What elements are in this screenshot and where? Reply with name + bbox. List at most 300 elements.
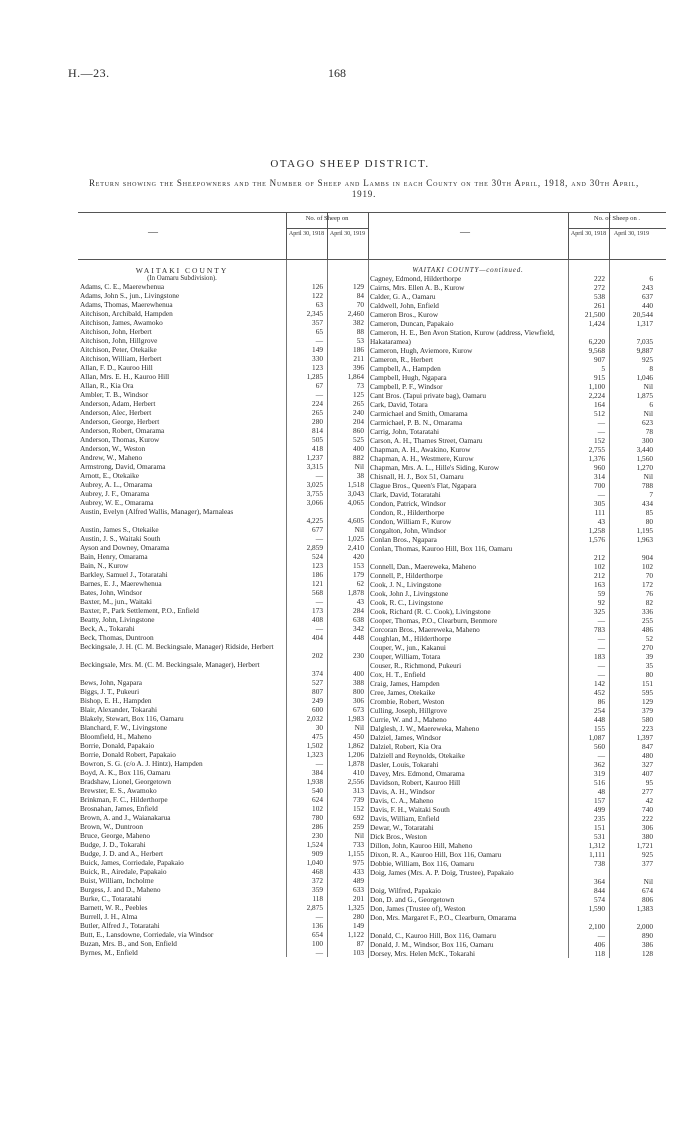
- table-row: [78, 561, 368, 570]
- table-row: [78, 705, 368, 714]
- table-row: [368, 418, 666, 427]
- sheep-1919-cell: 448: [353, 633, 364, 642]
- table-row: [78, 849, 368, 858]
- sheep-1918-cell: 2,032: [306, 714, 323, 723]
- sheep-1918-cell: 1,938: [306, 777, 323, 786]
- table-row: [368, 895, 666, 904]
- sheep-1919-cell: 1,721: [636, 841, 653, 850]
- left-section-subtitle: (In Oamaru Subdivision).: [147, 275, 217, 282]
- sheep-1919-cell: 975: [353, 858, 364, 867]
- sheep-1919-cell: 740: [642, 805, 653, 814]
- owner-name: Couser, R., Richmond, Pukeuri: [370, 661, 462, 670]
- sheep-1919-cell: 1,862: [347, 741, 364, 750]
- owner-name: Austin, J. S., Waitaki South: [80, 534, 161, 543]
- sheep-1919-cell: 623: [642, 418, 653, 427]
- sheep-1919-cell: 2,000: [636, 922, 653, 931]
- sheep-1918-cell: 560: [594, 742, 605, 751]
- owner-name: Don, James (Trustee of), Weston: [370, 904, 466, 913]
- table-row: [78, 786, 368, 795]
- sheep-1919-cell: 407: [642, 769, 653, 778]
- sheep-1919-cell: 255: [642, 616, 653, 625]
- sheep-1918-cell: 418: [312, 444, 323, 453]
- owner-name: Dalziell and Reynolds, Otekaike: [370, 751, 465, 760]
- sheep-1918-cell: 915: [594, 373, 605, 382]
- sheep-1918-cell: 3,755: [306, 489, 323, 498]
- sheep-1918-cell: 1,376: [588, 454, 605, 463]
- sheep-1919-cell: Nil: [643, 409, 653, 418]
- table-row: [78, 408, 368, 417]
- sheep-1919-cell: 103: [353, 948, 364, 957]
- sheep-1919-cell: 1,025: [347, 534, 364, 543]
- owner-name: Austin, James S., Otekaike: [80, 525, 159, 534]
- table-row: [368, 580, 666, 589]
- owner-name: Baxter, P., Park Settlement, P.O., Enfield: [80, 606, 199, 615]
- table-row: [78, 723, 368, 732]
- sheep-1919-cell: 1,864: [347, 372, 364, 381]
- owner-name: Cameron, H. E., Ben Avon Station, Kurow (address, Viewfield, Hakataramea): [370, 328, 555, 346]
- sheep-1919-cell: 211: [353, 354, 364, 363]
- table-row: [78, 327, 368, 336]
- table-row: [368, 292, 666, 301]
- right-table-header: [368, 212, 666, 260]
- table-row: [78, 534, 368, 543]
- owner-name: Davidson, Robert, Kauroo Hill: [370, 778, 461, 787]
- sheep-1918-cell: 1,424: [588, 319, 605, 328]
- sheep-1918-cell: 122: [312, 291, 323, 300]
- table-row: [78, 642, 368, 660]
- sheep-1918-cell: 1,502: [306, 741, 323, 750]
- sheep-1918-cell: 1,237: [306, 453, 323, 462]
- table-row: [78, 678, 368, 687]
- table-row: [368, 544, 666, 562]
- owner-name: Brown, A. and J., Waianakarua: [80, 813, 171, 822]
- owner-name: Donald, J. M., Windsor, Box 116, Oamaru: [370, 940, 494, 949]
- table-row: [368, 760, 666, 769]
- sheep-1919-cell: 1,878: [347, 588, 364, 597]
- sheep-1918-cell: 4,225: [306, 516, 323, 525]
- sheep-1919-cell: Nil: [643, 472, 653, 481]
- owner-name: Coughlan, M., Hilderthorpe: [370, 634, 452, 643]
- owner-name: Blair, Alexander, Tokarahi: [80, 705, 157, 714]
- sheep-1918-cell: 319: [594, 769, 605, 778]
- sheep-1919-cell: 1,122: [347, 930, 364, 939]
- sheep-1919-cell: 1,206: [347, 750, 364, 759]
- sheep-1919-cell: 525: [353, 435, 364, 444]
- sheep-1918-cell: 305: [594, 499, 605, 508]
- sheep-1919-cell: 480: [642, 751, 653, 760]
- owner-name: Dobbie, William, Box 116, Oamaru: [370, 859, 475, 868]
- table-row: [368, 733, 666, 742]
- owner-name: Aubrey, W. E., Omarama: [80, 498, 154, 507]
- sheep-1919-cell: 386: [642, 940, 653, 949]
- table-row: [368, 346, 666, 355]
- sheep-1918-cell: 1,087: [588, 733, 605, 742]
- owner-name: Byrnes, M., Enfield: [80, 948, 138, 957]
- sheep-1919-cell: 450: [353, 732, 364, 741]
- sheep-1918-cell: 2,875: [306, 903, 323, 912]
- sheep-1919-cell: 788: [642, 481, 653, 490]
- table-row: [368, 850, 666, 859]
- sheep-1918-cell: 3,066: [306, 498, 323, 507]
- sheep-1919-cell: 70: [645, 571, 653, 580]
- sheep-1918-cell: 574: [594, 895, 605, 904]
- table-row: [368, 535, 666, 544]
- sheep-1919-cell: 327: [642, 760, 653, 769]
- owner-name: Cairns, Mrs. Ellen A. B., Kurow: [370, 283, 465, 292]
- table-row: [368, 832, 666, 841]
- sheep-1918-cell: 152: [594, 436, 605, 445]
- sheep-1918-cell: —: [315, 534, 323, 543]
- sheep-1919-cell: 890: [642, 931, 653, 940]
- owner-name: Beatty, John, Livingstone: [80, 615, 155, 624]
- sheep-1919-cell: 1,270: [636, 463, 653, 472]
- sheep-1919-cell: 149: [353, 921, 364, 930]
- table-row: [368, 778, 666, 787]
- owner-name: Allan, Mrs. E. H., Kauroo Hill: [80, 372, 170, 381]
- owner-name: Currie, W. and J., Maheno: [370, 715, 447, 724]
- owner-name: Cook, J. N., Livingstone: [370, 580, 442, 589]
- sheep-1919-cell: 692: [353, 813, 364, 822]
- owner-name: Burgess, J. and D., Maheno: [80, 885, 161, 894]
- owner-name: Andrew, W., Maheno: [80, 453, 143, 462]
- owner-name: Calder, G. A., Oamaru: [370, 292, 436, 301]
- sheep-1919-cell: 1,155: [347, 849, 364, 858]
- table-row: [368, 742, 666, 751]
- table-row: [368, 274, 666, 283]
- owner-name: Borrie, Donald, Papakaio: [80, 741, 155, 750]
- owner-name: Chisnall, H. J., Box 51, Oamaru: [370, 472, 464, 481]
- sheep-1918-cell: 235: [594, 814, 605, 823]
- sheep-1919-cell: 7,035: [636, 337, 653, 346]
- table-row: [368, 499, 666, 508]
- sheep-1919-cell: 489: [353, 876, 364, 885]
- sheep-1918-cell: 372: [312, 876, 323, 885]
- owner-name: Cark, David, Totara: [370, 400, 428, 409]
- sheep-1919-cell: 733: [353, 840, 364, 849]
- table-row: [368, 697, 666, 706]
- sheep-1918-cell: 5: [601, 364, 605, 373]
- sheep-1918-cell: 155: [594, 724, 605, 733]
- sheep-1918-cell: —: [597, 418, 605, 427]
- sheep-1919-cell: 1,963: [636, 535, 653, 544]
- sheep-1918-cell: 1,100: [588, 382, 605, 391]
- sheep-1918-cell: 330: [312, 354, 323, 363]
- sheep-1919-cell: 633: [353, 885, 364, 894]
- table-row: [78, 939, 368, 948]
- left-table-body: [78, 260, 368, 957]
- owner-name: Condon, R., Hilderthorpe: [370, 508, 445, 517]
- owner-name: Dalziel, Robert, Kia Ora: [370, 742, 442, 751]
- sheep-1918-cell: 807: [312, 687, 323, 696]
- left-name-column-header: —: [148, 227, 158, 238]
- sheep-1919-cell: 486: [642, 625, 653, 634]
- sheep-1919-cell: 3,043: [347, 489, 364, 498]
- owner-name: Anderson, Thomas, Kurow: [80, 435, 160, 444]
- owner-name: Aitchison, Peter, Otekaike: [80, 345, 157, 354]
- sheep-1918-cell: 325: [594, 607, 605, 616]
- owner-name: Anderson, W., Weston: [80, 444, 146, 453]
- sheep-1919-cell: 1,875: [636, 391, 653, 400]
- owner-name: Anderson, Robert, Omarama: [80, 426, 165, 435]
- sheep-1919-cell: 88: [356, 327, 364, 336]
- owner-name: Dewar, W., Totaratahi: [370, 823, 434, 832]
- table-row: [78, 381, 368, 390]
- sheep-1919-cell: 204: [353, 417, 364, 426]
- sheep-1918-cell: 111: [594, 508, 605, 517]
- owner-name: Dasler, Louis, Tokarahi: [370, 760, 439, 769]
- owner-name: Ayson and Downey, Omarama: [80, 543, 170, 552]
- sheep-1919-cell: 434: [642, 499, 653, 508]
- sheep-1919-cell: 382: [353, 318, 364, 327]
- sheep-1918-cell: 364: [594, 877, 605, 886]
- sheep-1919-cell: Nil: [354, 462, 364, 471]
- sheep-1919-cell: 3,440: [636, 445, 653, 454]
- table-row: [368, 454, 666, 463]
- table-row: [78, 804, 368, 813]
- owner-name: Conlan, Thomas, Kauroo Hill, Box 116, Oamaru: [370, 544, 513, 553]
- table-row: [368, 904, 666, 913]
- sheep-1918-cell: 118: [594, 949, 605, 958]
- sheep-1919-cell: 410: [353, 768, 364, 777]
- sheep-1919-cell: 20,544: [632, 310, 653, 319]
- sheep-1918-cell: 475: [312, 732, 323, 741]
- sheep-1919-cell: 6: [649, 400, 653, 409]
- sheep-1919-cell: 82: [645, 598, 653, 607]
- owner-name: Beckingsale, Mrs. M. (C. M. Beckingsale, Manager), Herbert: [80, 660, 260, 669]
- sheep-1918-cell: 516: [594, 778, 605, 787]
- owner-name: Carson, A. H., Thames Street, Oamaru: [370, 436, 483, 445]
- sheep-1918-cell: 1,111: [589, 850, 605, 859]
- sheep-1919-cell: 70: [356, 300, 364, 309]
- owner-name: Adams, Thomas, Maerewhenua: [80, 300, 173, 309]
- table-row: [78, 615, 368, 624]
- sheep-1919-cell: 1,325: [347, 903, 364, 912]
- owner-name: Anderson, George, Herbert: [80, 417, 160, 426]
- sheep-1918-cell: 126: [312, 282, 323, 291]
- sheep-1918-cell: 1,285: [306, 372, 323, 381]
- table-row: [368, 310, 666, 319]
- table-row: [78, 570, 368, 579]
- sheep-1918-cell: 783: [594, 625, 605, 634]
- table-row: [368, 598, 666, 607]
- owner-name: Allan, F. D., Kauroo Hill: [80, 363, 153, 372]
- owner-name: Cameron, Hugh, Aviemore, Kurow: [370, 346, 473, 355]
- sheep-1919-cell: 739: [353, 795, 364, 804]
- sheep-1918-cell: 600: [312, 705, 323, 714]
- sheep-1918-cell: 527: [312, 678, 323, 687]
- sheep-1919-cell: 277: [642, 787, 653, 796]
- owner-name: Beck, A., Tokarahi: [80, 624, 135, 633]
- sheep-1919-cell: 433: [353, 867, 364, 876]
- table-row: [78, 912, 368, 921]
- sheep-1919-cell: 52: [645, 634, 653, 643]
- sheep-1919-cell: 306: [642, 823, 653, 832]
- sheep-1918-cell: 67: [315, 381, 323, 390]
- sheep-1919-cell: 2,410: [347, 543, 364, 552]
- owner-name: Couper, W., jun., Kakanui: [370, 643, 446, 652]
- sheep-1918-cell: 173: [312, 606, 323, 615]
- table-row: [368, 670, 666, 679]
- sheep-1919-cell: 84: [356, 291, 364, 300]
- sheep-1919-cell: 186: [353, 345, 364, 354]
- table-row: [368, 787, 666, 796]
- sheep-1918-cell: 1,258: [588, 526, 605, 535]
- table-row: [78, 840, 368, 849]
- sheep-1919-cell: 4,605: [347, 516, 364, 525]
- table-row: [78, 363, 368, 372]
- sheep-1919-cell: 129: [642, 697, 653, 706]
- left-group-header: No. of Sheep on: [305, 215, 349, 222]
- sheep-1918-cell: 212: [594, 553, 605, 562]
- sheep-1919-cell: 1,560: [636, 454, 653, 463]
- owner-name: Austin, Evelyn (Alfred Wallis, Manager), Marnaleas: [80, 507, 234, 516]
- table-row: [368, 427, 666, 436]
- sheep-1918-cell: 102: [312, 804, 323, 813]
- owner-name: Bain, Henry, Omarama: [80, 552, 148, 561]
- sheep-1918-cell: 505: [312, 435, 323, 444]
- sheep-1918-cell: 249: [312, 696, 323, 705]
- sheep-1919-cell: 674: [642, 886, 653, 895]
- table-row: [78, 822, 368, 831]
- sheep-1919-cell: 306: [353, 696, 364, 705]
- sheep-1919-cell: 377: [642, 859, 653, 868]
- owner-name: Buick, R., Airedale, Papakaio: [80, 867, 167, 876]
- owner-name: Blakely, Stewart, Box 116, Oamaru: [80, 714, 184, 723]
- sheep-1919-cell: 9,887: [636, 346, 653, 355]
- table-row: [78, 633, 368, 642]
- sheep-1919-cell: 151: [642, 679, 653, 688]
- table-row: [368, 652, 666, 661]
- sheep-1918-cell: 531: [594, 832, 605, 841]
- owner-name: Culling, Joseph, Hillgrove: [370, 706, 448, 715]
- sheep-1918-cell: 286: [312, 822, 323, 831]
- sheep-1918-cell: —: [315, 471, 323, 480]
- owner-name: Chapman, A. H., Westmere, Kurow: [370, 454, 474, 463]
- sheep-1919-cell: 265: [353, 399, 364, 408]
- owner-name: Dillon, John, Kauroo Hill, Maheno: [370, 841, 473, 850]
- right-col-1918-header: April 30, 1918: [570, 231, 607, 237]
- sheep-1918-cell: 359: [312, 885, 323, 894]
- sheep-1919-cell: 6: [649, 274, 653, 283]
- table-row: [368, 931, 666, 940]
- sheep-1918-cell: 163: [594, 580, 605, 589]
- sheep-1918-cell: 499: [594, 805, 605, 814]
- owner-name: Barkley, Samuel J., Totaratahi: [80, 570, 168, 579]
- sheep-1919-cell: 223: [642, 724, 653, 733]
- owner-name: Caldwell, John, Enfield: [370, 301, 439, 310]
- sheep-1918-cell: 2,224: [588, 391, 605, 400]
- sheep-1918-cell: 384: [312, 768, 323, 777]
- sheep-1919-cell: 860: [353, 426, 364, 435]
- owner-name: Doig, Wilfred, Papakaio: [370, 886, 441, 895]
- sheep-1918-cell: 136: [312, 921, 323, 930]
- sheep-1919-cell: Nil: [354, 723, 364, 732]
- owner-name: Cox, H. T., Enfield: [370, 670, 426, 679]
- table-row: [368, 679, 666, 688]
- sheep-1919-cell: 76: [645, 589, 653, 598]
- table-row: [78, 696, 368, 705]
- sheep-1918-cell: 1,312: [588, 841, 605, 850]
- page-title: OTAGO SHEEP DISTRICT.: [270, 158, 430, 170]
- sheep-1919-cell: 73: [356, 381, 364, 390]
- sheep-1919-cell: 129: [353, 282, 364, 291]
- sheep-1919-cell: 1,983: [347, 714, 364, 723]
- sheep-1919-cell: 400: [353, 444, 364, 453]
- owner-name: Butler, Alfred J., Totaratahi: [80, 921, 160, 930]
- owner-name: Cook, R. C., Livingstone: [370, 598, 444, 607]
- table-row: [368, 391, 666, 400]
- sheep-1918-cell: 960: [594, 463, 605, 472]
- sheep-1918-cell: 3,315: [306, 462, 323, 471]
- owner-name: Beck, Thomas, Duntroon: [80, 633, 154, 642]
- sheep-1918-cell: 65: [315, 327, 323, 336]
- table-row: [78, 894, 368, 903]
- table-row: [78, 399, 368, 408]
- table-row: [368, 625, 666, 634]
- sheep-1918-cell: 261: [594, 301, 605, 310]
- sheep-1919-cell: 440: [642, 301, 653, 310]
- sheep-1919-cell: 270: [642, 643, 653, 652]
- sheep-1918-cell: —: [597, 931, 605, 940]
- owner-name: Barnes, E. J., Maerewhenua: [80, 579, 162, 588]
- table-row: [368, 886, 666, 895]
- table-row: [78, 498, 368, 507]
- sheep-1918-cell: 2,755: [588, 445, 605, 454]
- owner-name: Aitchison, John, Hillgrove: [80, 336, 158, 345]
- table-row: [78, 417, 368, 426]
- owner-name: Burrell, J. H., Alma: [80, 912, 138, 921]
- sheep-1918-cell: 63: [315, 300, 323, 309]
- sheep-1919-cell: 35: [645, 661, 653, 670]
- sheep-1918-cell: 280: [312, 417, 323, 426]
- document-reference: H.—23.: [68, 66, 110, 80]
- table-row: [78, 921, 368, 930]
- sheep-1919-cell: 388: [353, 678, 364, 687]
- sheep-1919-cell: 42: [645, 796, 653, 805]
- sheep-1919-cell: 806: [642, 895, 653, 904]
- owner-name: Crombie, Robert, Weston: [370, 697, 445, 706]
- sheep-1918-cell: 43: [597, 517, 605, 526]
- owner-name: Cameron, R., Herbert: [370, 355, 434, 364]
- sheep-1918-cell: 357: [312, 318, 323, 327]
- owner-name: Brown, W., Duntroon: [80, 822, 144, 831]
- sheep-1918-cell: 468: [312, 867, 323, 876]
- sheep-1919-cell: 1,195: [636, 526, 653, 535]
- sheep-1919-cell: 280: [353, 912, 364, 921]
- sheep-1918-cell: 121: [312, 579, 323, 588]
- sheep-1919-cell: 259: [353, 822, 364, 831]
- sheep-1918-cell: 224: [312, 399, 323, 408]
- sheep-1918-cell: 21,500: [584, 310, 605, 319]
- table-row: [78, 336, 368, 345]
- table-row: [368, 940, 666, 949]
- sheep-1918-cell: 164: [594, 400, 605, 409]
- table-row: [368, 436, 666, 445]
- owner-name: Cameron Bros., Kurow: [370, 310, 439, 319]
- table-row: [368, 301, 666, 310]
- table-row: [78, 300, 368, 309]
- sheep-1919-cell: 595: [642, 688, 653, 697]
- table-row: [368, 859, 666, 868]
- sheep-1918-cell: —: [597, 427, 605, 436]
- owner-name: Biggs, J. T., Pukeuri: [80, 687, 140, 696]
- sheep-1918-cell: 512: [594, 409, 605, 418]
- owner-name: Bradshaw, Lionel, Georgetown: [80, 777, 171, 786]
- sheep-1918-cell: —: [597, 634, 605, 643]
- sheep-1919-cell: 580: [642, 715, 653, 724]
- sheep-1919-cell: 637: [642, 292, 653, 301]
- sheep-1918-cell: 540: [312, 786, 323, 795]
